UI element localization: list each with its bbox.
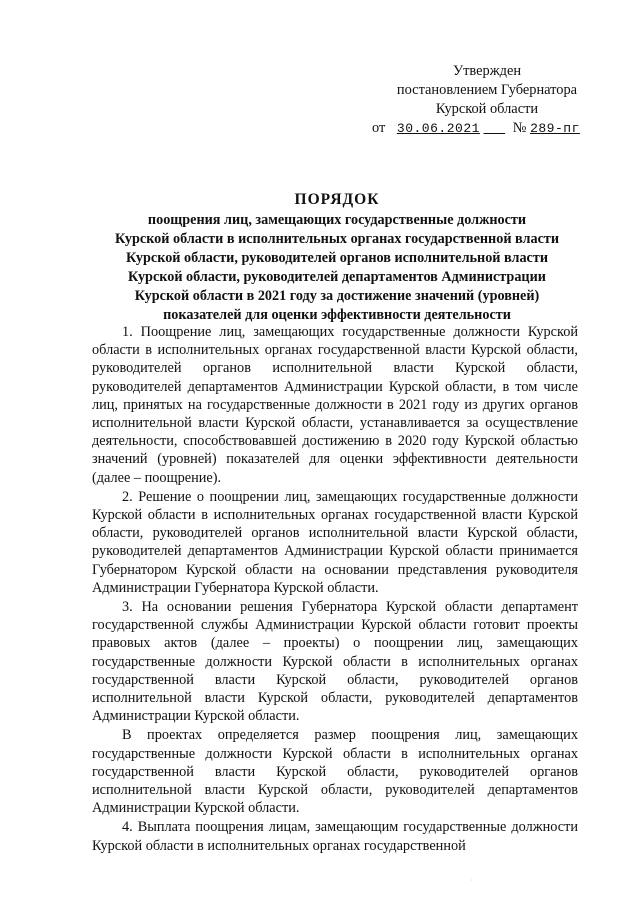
approval-line-approved: Утвержден [452,63,522,79]
subtitle-line: Курской области в 2021 году за достижение значений (уровней) [134,288,540,304]
scan-artifact: · · [470,876,484,885]
document-heading [96,190,578,325]
approval-line-resolution: постановлением Губернатора [396,82,578,98]
subtitle-line: поощрения лиц, замещающих государственные должности [147,212,527,228]
approval-number: 289-пг [530,121,580,136]
paragraph-4: 4. Выплата поощрения лицам, замещающим государственные должности Курской области в исполнительных органах государственной [92,819,578,854]
date-underline-gap [484,120,506,136]
date-prefix: от [372,120,386,136]
document-subtitle [96,211,578,325]
subtitle-line: Курской области в исполнительных органах государственной власти [114,231,560,247]
paragraph-1: 1. Поощрение лиц, замещающих государственные должности Курской области в исполнительных органах государственной власти Курской области, руководителей органов исполнительной власти Курской области, руководителей департаментов Администрации Курской области, в том числе лиц, принятых на государственные должности в 2021 году из других органов исполнительной власти Курской области, устанавливается за осуществление деятельности, способствовавшей достижению в 2020 году Курской областью значений (уровней) показателей для оценки эффективности деятельности (далее – поощрение). [92,324,578,486]
paragraph-3: 3. На основании решения Губернатора Курской области департамент государственной службы Администрации Курской области готовит проекты правовых актов (далее – проекты) о поощрении лиц, замещающих государственные должности Курской области в исполнительных органах государственной власти Курской области, руководителей органов исполнительной власти Курской области, руководителей департаментов Администрации Курской области. [92,599,578,725]
approval-date-line [372,119,602,138]
subtitle-line: Курской области, руководителей департаментов Администрации [128,269,546,285]
paragraph-2: 2. Решение о поощрении лиц, замещающих государственные должности Курской области в исполнительных органах государственной власти Курской области, руководителей органов исполнительной власти Курской области, руководителей департаментов Администрации Курской области принимается Губернатором Курской области на основании представления руководителя Администрации Губернатора Курской области. [92,488,578,596]
approval-block [372,62,602,138]
document-title: ПОРЯДОК [294,191,380,208]
subtitle-line: показателей для оценки эффективности деятельности [163,307,511,323]
approval-line-region: Курской области [435,101,539,117]
approval-date: 30.06.2021 [396,121,480,136]
number-prefix: № [512,120,527,136]
paragraph-3-continued: В проектах определяется размер поощрения лиц, замещающих государственные должности Курской области в исполнительных органах государственной власти Курской области, руководителей органов исполнительной власти Курской области, руководителей департаментов Администрации Курской области. [92,727,578,817]
subtitle-line: Курской области, руководителей органов исполнительной власти [126,250,548,266]
document-body [92,323,578,855]
